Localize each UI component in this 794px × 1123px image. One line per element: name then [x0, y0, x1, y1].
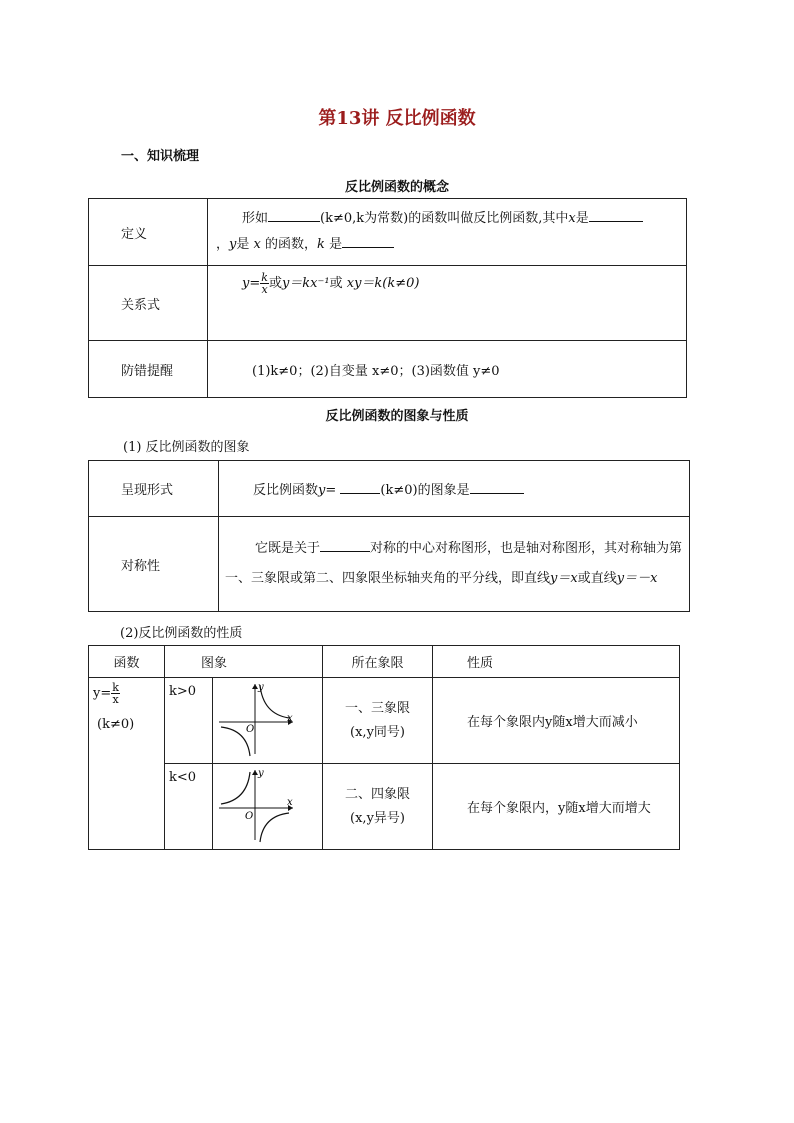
hyperbola-quadrant-1-3-graph [213, 678, 321, 759]
def-part: 是 [329, 237, 343, 252]
graph-positive [213, 678, 323, 764]
func-cond: (k≠0) [97, 717, 135, 732]
property-positive: 在每个象限内y随x增大而减小 [433, 678, 680, 764]
y-label: y [258, 768, 264, 779]
def-part: 的函数， [265, 237, 318, 252]
header-property: 性质 [433, 646, 680, 678]
formula-y: y [242, 276, 250, 291]
graph-table [88, 460, 690, 612]
quadrant-text: 二、四象限 [345, 786, 411, 802]
blank-line [268, 209, 320, 222]
sym-line-1: y＝x [550, 571, 578, 586]
branch-q1 [260, 685, 289, 718]
section-heading: 一、知识梳理 [121, 149, 200, 164]
relation-formula [208, 266, 687, 341]
relation-label: 关系式 [89, 266, 208, 341]
cond-negative: k<0 [165, 764, 213, 850]
var-y: y [229, 237, 237, 252]
def-part: (k≠0,k为常数)的函数叫做反比例函数,其中 [320, 211, 569, 226]
fraction-num: k [112, 681, 119, 694]
property-negative: 在每个象限内，y随x增大而增大 [433, 764, 680, 850]
header-function: 函数 [89, 646, 165, 678]
fraction [260, 272, 269, 295]
sym-part: 它既是关于 [255, 541, 321, 556]
func-y: y= [93, 686, 112, 701]
symmetry-row [89, 517, 690, 612]
var-k: k [317, 237, 325, 252]
quadrant-positive [323, 678, 433, 764]
form-y: y= [318, 483, 337, 498]
concept-table [88, 198, 687, 398]
def-part: 是 [236, 237, 250, 252]
formula-eq: = [249, 276, 261, 291]
var-x: x [568, 211, 576, 226]
formula-or: 或 [268, 276, 282, 291]
quadrant-text: 一、三象限 [345, 700, 411, 716]
formula-or: 或 [329, 276, 343, 291]
def-part: ， [216, 237, 230, 252]
blank-line [470, 481, 524, 494]
sign-text: (x,y同号) [350, 724, 405, 740]
x-label: x [287, 797, 293, 808]
graph-caption: 反比例函数的图象与性质 [325, 409, 469, 424]
origin-label: O [246, 724, 255, 735]
definition-label: 定义 [89, 199, 208, 266]
blank-line [342, 235, 394, 248]
properties-table [88, 645, 680, 850]
header-graph: 图象 [165, 646, 323, 678]
y-label: y [258, 682, 264, 693]
fraction-num: k [261, 271, 268, 284]
function-cell [89, 678, 165, 850]
blank-line [340, 481, 380, 494]
x-label: x [287, 713, 293, 724]
form-part: (k≠0)的图象是 [380, 483, 470, 498]
fraction [111, 682, 120, 705]
form-text [219, 461, 690, 517]
cond-positive: k>0 [165, 678, 213, 764]
origin-label: O [245, 811, 254, 822]
graph-negative [213, 764, 323, 850]
definition-row [89, 199, 687, 266]
formula-b: y＝kx⁻¹ [281, 276, 330, 291]
fraction-den: x [112, 693, 119, 706]
branch-q4 [260, 813, 289, 842]
warning-row [89, 341, 687, 398]
quadrant-negative [323, 764, 433, 850]
symmetry-label: 对称性 [89, 517, 219, 612]
definition-text [208, 199, 687, 266]
def-part: 是 [575, 211, 589, 226]
concept-caption: 反比例函数的概念 [344, 180, 449, 195]
hyperbola-quadrant-2-4-graph [213, 764, 321, 845]
relation-row [89, 266, 687, 341]
sym-line-2: y＝－x [616, 571, 658, 586]
sign-text: (x,y异号) [350, 810, 405, 826]
form-row [89, 461, 690, 517]
warning-text: (1)k≠0；(2)自变量 x≠0；(3)函数值 y≠0 [208, 341, 687, 398]
blank-line [320, 539, 370, 552]
props-row-negative [89, 764, 680, 850]
sym-part: 或直线 [577, 571, 617, 586]
sym-part: 对称的中心对称图形，也是轴对称图形，其对称轴为第一、三象限或第二、四象限坐标轴夹角的平分线，即直线 [225, 541, 683, 586]
warning-label: 防错提醒 [89, 341, 208, 398]
props-subheading: (2)反比例函数的性质 [120, 626, 243, 641]
symmetry-text [219, 517, 690, 612]
props-row-positive [89, 678, 680, 764]
def-part: 形如 [242, 211, 269, 226]
form-part: 反比例函数 [253, 483, 319, 498]
branch-q2 [221, 772, 250, 804]
graph-subheading: (1) 反比例函数的图象 [123, 440, 250, 455]
props-header-row [89, 646, 680, 678]
blank-line [589, 209, 643, 222]
formula-c: xy＝k(k≠0) [346, 276, 420, 291]
fraction-den: x [261, 283, 268, 296]
page-title: 第13讲 反比例函数 [318, 108, 476, 129]
var-x: x [253, 237, 261, 252]
form-label: 呈现形式 [89, 461, 219, 517]
header-quadrant: 所在象限 [323, 646, 433, 678]
